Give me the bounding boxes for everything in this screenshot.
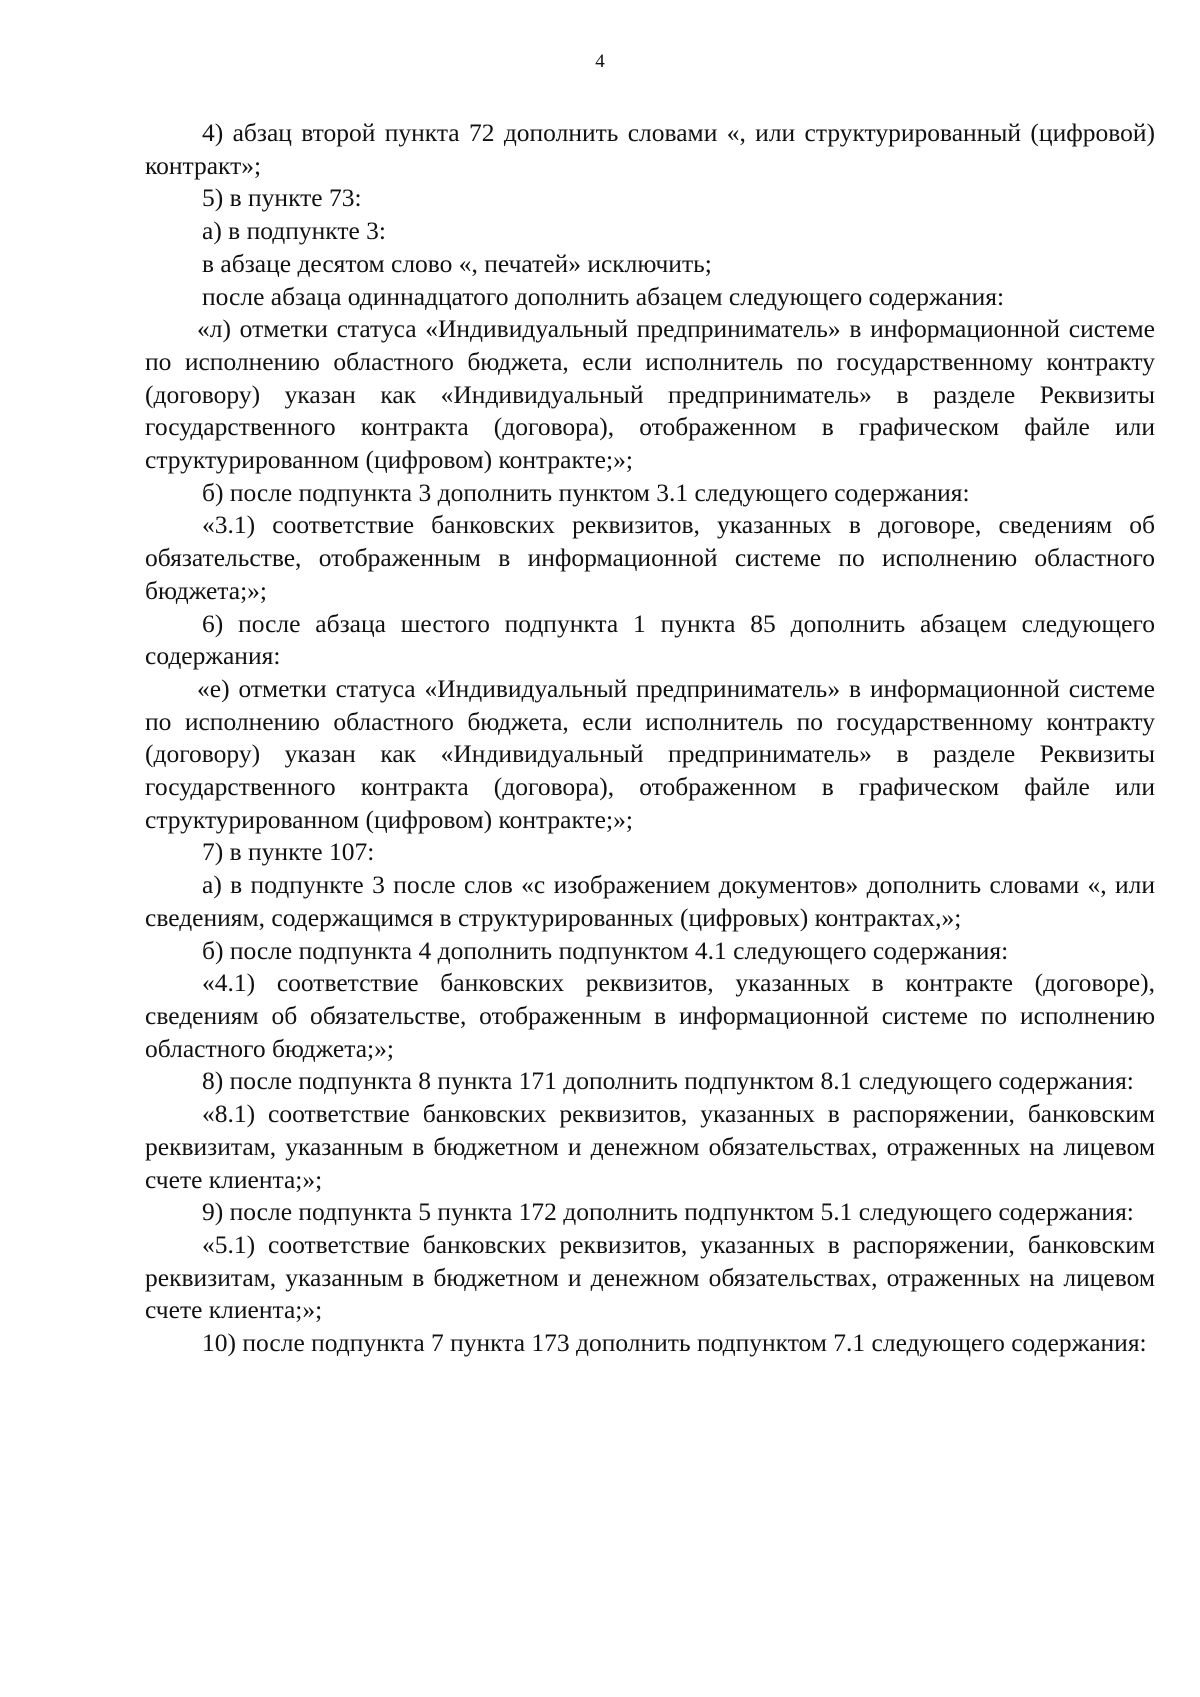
paragraph-subitem-a-107: а) в подпункте 3 после слов «с изображением документов» дополнить словами «, или сведениям, содержащимся в структурированных (цифровых) контрактах,»; (145, 870, 1155, 932)
paragraph-subitem-b: б) после подпункта 3 дополнить пунктом 3.1 следующего содержания: (202, 477, 970, 507)
paragraph-abzac-11: после абзаца одиннадцатого дополнить абзацем следующего содержания: (202, 281, 1005, 311)
paragraph-quote-e: «е) отметки статуса «Индивидуальный предприниматель» в информационной системе по исполнению областного бюджета, если исполнитель по государственному контракту (договору) указан как «Индивидуальный предприниматель» в разделе Реквизиты государственного контракта (договора), отображенном в графическом файле или структурированном (цифровом) контракте;»; (145, 673, 1155, 834)
paragraph-item-10: 10) после подпункта 7 пункта 173 дополнить подпунктом 7.1 следующего содержания: (202, 1328, 1147, 1358)
paragraph-quote-3-1: «3.1) соответствие банковских реквизитов, указанных в договоре, сведениям об обязательстве, отображенным в информационной системе по исполнению областного бюджета;»; (145, 510, 1155, 605)
paragraph-quote-8-1: «8.1) соответствие банковских реквизитов, указанных в распоряжении, банковским реквизитам, указанным в бюджетном и денежном обязательствах, отраженных на лицевом счете клиента;»; (145, 1099, 1155, 1194)
page-number: 4 (595, 51, 605, 72)
paragraph-item-6: 6) после абзаца шестого подпункта 1 пункта 85 дополнить абзацем следующего содержания: (145, 608, 1155, 671)
paragraph-quote-l: «л) отметки статуса «Индивидуальный предприниматель» в информационной системе по исполнению областного бюджета, если исполнитель по государственному контракту (договору) указан как «Индивидуальный предприниматель» в разделе Реквизиты государственного контракта (договора), отображенном в графическом файле или структурированном (цифровом) контракте;»; (145, 314, 1155, 475)
paragraph-quote-4-1: «4.1) соответствие банковских реквизитов, указанных в контракте (договоре), сведениям об обязательстве, отображенным в информационной системе по исполнению областного бюджета;»; (145, 968, 1155, 1063)
paragraph-item-4: 4) абзац второй пункта 72 дополнить словами «, или структурированный (цифровой) контракт»; (145, 118, 1155, 180)
paragraph-item-5: 5) в пункте 73: (202, 183, 362, 213)
paragraph-item-9: 9) после подпункта 5 пункта 172 дополнить подпунктом 5.1 следующего содержания: (202, 1197, 1134, 1227)
paragraph-item-8: 8) после подпункта 8 пункта 171 дополнить подпунктом 8.1 следующего содержания: (202, 1066, 1134, 1096)
paragraph-quote-5-1: «5.1) соответствие банковских реквизитов, указанных в распоряжении, банковским реквизитам, указанным в бюджетном и денежном обязательствах, отраженных на лицевом счете клиента;»; (145, 1229, 1155, 1325)
document-body (145, 117, 1155, 1360)
paragraph-abzac-10: в абзаце десятом слово «, печатей» исключить; (202, 248, 712, 278)
paragraph-subitem-a: а) в подпункте 3: (202, 216, 387, 246)
paragraph-subitem-b-107: б) после подпункта 4 дополнить подпунктом 4.1 следующего содержания: (202, 935, 1009, 965)
paragraph-item-7: 7) в пункте 107: (202, 837, 375, 867)
